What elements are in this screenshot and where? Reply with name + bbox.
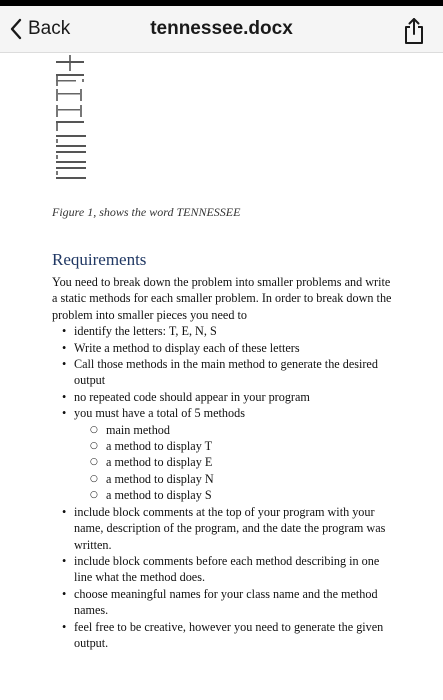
- requirements-heading: Requirements: [52, 250, 147, 269]
- sub-list-item: ○ a method to display T: [90, 439, 213, 454]
- bullet-icon: •: [62, 324, 67, 339]
- list-item: • you must have a total of 5 methods ○ main method ○ a method to display T ○ a method to display E ○ a method to display N ○ a method to display S: [52, 405, 397, 503]
- list-item: • include block comments at the top of your program with your name, description of the program, and the date the program was written.: [62, 504, 386, 552]
- sub-list-item: ○ a method to display S: [90, 488, 212, 503]
- bullet-icon: •: [62, 357, 67, 372]
- figure-image: [52, 55, 112, 195]
- requirements-intro: You need to break down the problem into smaller problems and write a static methods for each smaller problem. In order to break down the problem into smaller pieces you need to: [52, 275, 392, 322]
- document-page: [0, 53, 443, 700]
- circle-bullet-icon: ○: [90, 441, 98, 452]
- list-item: • include block comments before each method describing in one line what the method does.: [62, 553, 380, 585]
- circle-bullet-icon: ○: [90, 457, 98, 468]
- bullet-icon: •: [62, 406, 67, 421]
- bullet-icon: •: [62, 340, 67, 355]
- back-label: Back: [28, 18, 71, 39]
- navigation-bar: [0, 6, 443, 53]
- list-item: • choose meaningful names for your class name and the method names.: [62, 586, 378, 618]
- methods-list: [74, 422, 397, 504]
- sub-list-item: ○ a method to display N: [90, 471, 214, 486]
- document-title: tennessee.docx: [150, 18, 293, 39]
- list-item: • no repeated code should appear in your program: [62, 389, 310, 404]
- list-item: • Call those methods in the main method to generate the desired output: [62, 357, 378, 388]
- requirements-list: [52, 323, 397, 651]
- share-button[interactable]: [401, 17, 427, 45]
- list-item: • Write a method to display each of these letters: [62, 340, 300, 355]
- bullet-icon: •: [62, 619, 67, 634]
- bullet-icon: •: [62, 586, 67, 601]
- sub-list-item: ○ main method: [90, 422, 170, 437]
- requirements-section: [52, 250, 397, 651]
- list-item: • identify the letters: T, E, N, S: [62, 324, 217, 339]
- circle-bullet-icon: ○: [90, 473, 98, 484]
- bullet-icon: •: [62, 553, 67, 568]
- sub-list-item: ○ a method to display E: [90, 455, 213, 470]
- bullet-icon: •: [62, 504, 67, 519]
- list-item: • feel free to be creative, however you need to generate the given output.: [62, 619, 384, 650]
- bullet-icon: •: [62, 389, 67, 404]
- share-icon: [401, 32, 427, 49]
- circle-bullet-icon: ○: [90, 490, 98, 501]
- figure-caption: Figure 1, shows the word TENNESSEE: [52, 205, 241, 219]
- circle-bullet-icon: ○: [90, 424, 98, 435]
